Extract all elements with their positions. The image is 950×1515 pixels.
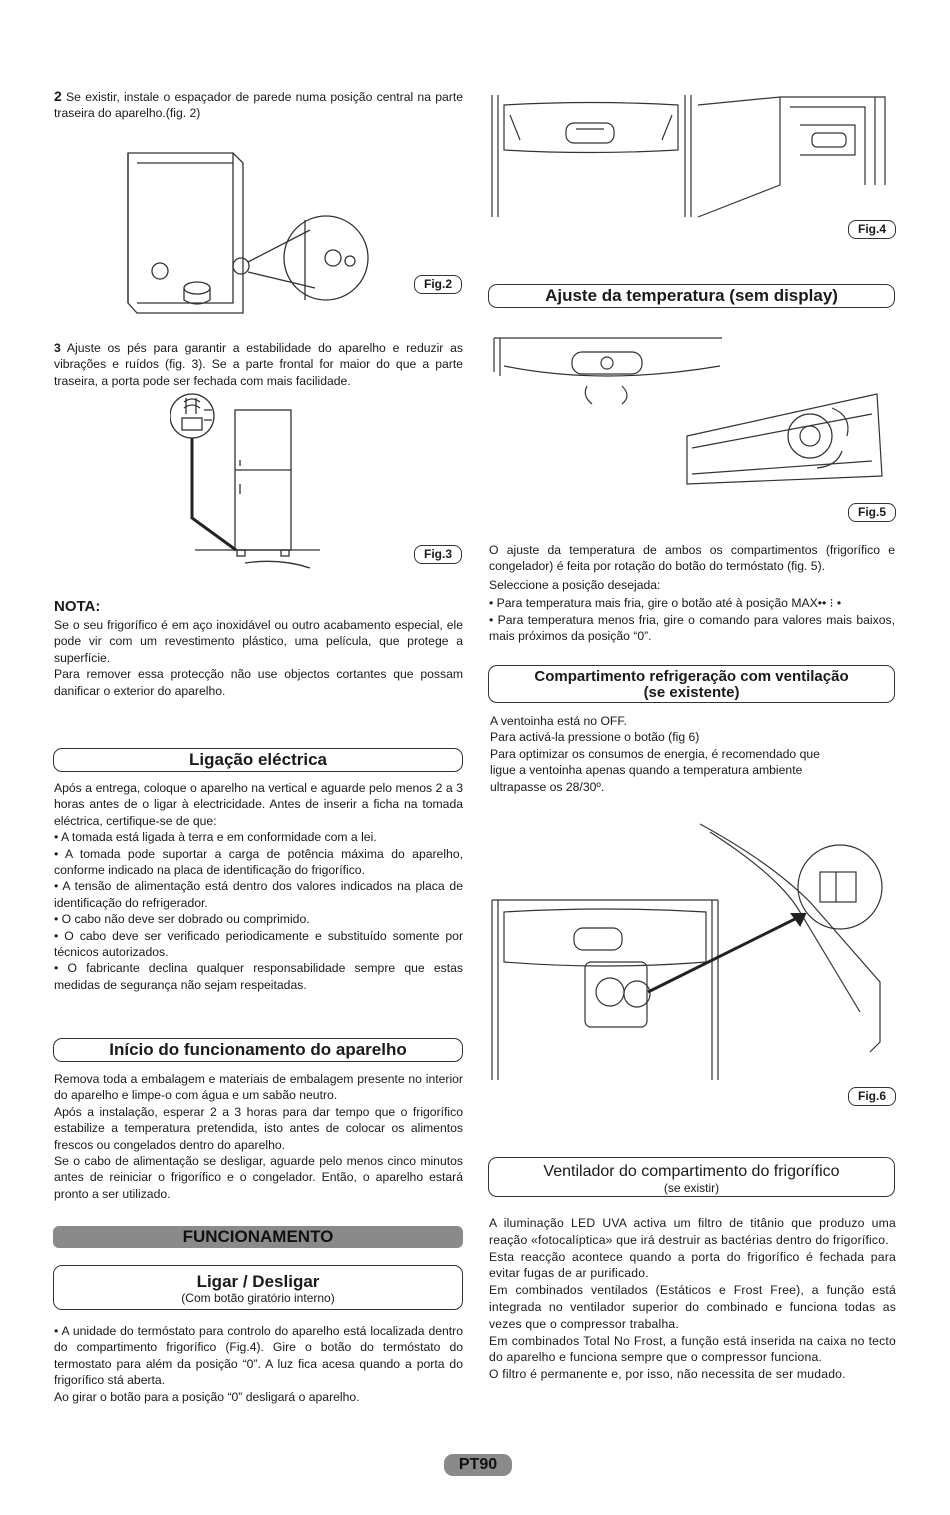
- compartimento-heading: [488, 665, 895, 703]
- ligar-subtitle: (Com botão giratório interno): [181, 1291, 335, 1305]
- page-number: PT90: [458, 1456, 498, 1473]
- ligacao-bullet: • A tomada está ligada à terra e em conformidade com a lei.: [54, 830, 377, 845]
- ligar-body: [54, 1323, 463, 1405]
- ligar-heading: [53, 1265, 463, 1310]
- ligacao-bullet: • O fabricante declina qualquer responsabilidade sempre que estas medidas de segurança não sejam respeitadas.: [54, 961, 463, 992]
- inicio-paragraph-1: Remova toda a embalagem e materiais de embalagem presente no interior do aparelho e limpe-o com água e um sabão neutro.: [54, 1072, 463, 1103]
- fig6-label: Fig.6: [848, 1087, 896, 1106]
- compartimento-line: ultrapasse os 28/30º.: [490, 779, 605, 794]
- fig3-drawing: [170, 388, 330, 573]
- nota-paragraph-2: Para remover essa protecção não use objectos cortantes que possam danificar o exterior do aparelho.: [54, 667, 463, 698]
- ligar-paragraph-2: Ao girar o botão para a posição “0” desligará o aparelho.: [54, 1389, 360, 1404]
- compartimento-body: [490, 713, 895, 795]
- nota-paragraph-1: Se o seu frigorífico é em aço inoxidável ou outro acabamento especial, ele pode vir com um revestimento plástico, uma película, que protege a superfície.: [54, 618, 463, 665]
- step3-paragraph: [54, 340, 463, 389]
- fig4-label: Fig.4: [848, 220, 896, 239]
- compartimento-line: ligue a ventoinha apenas quando a temperatura ambiente: [490, 763, 803, 778]
- ventilador-body: [489, 1215, 896, 1383]
- ligacao-bullet: • O cabo deve ser verificado periodicamente e substituído somente por técnicos autorizados.: [54, 928, 463, 960]
- ligacao-body: [54, 780, 463, 993]
- ventilador-heading: [488, 1157, 895, 1197]
- ligacao-intro: Após a entrega, coloque o aparelho na vertical e aguarde pelo menos 2 a 3 horas antes de o ligar à electricidade. Antes de inserir a ficha na tomada eléctrica, certifique-se de que:: [54, 781, 463, 828]
- fig6-drawing: [490, 822, 890, 1084]
- compartimento-line: A ventoinha está no OFF.: [490, 714, 627, 728]
- ajuste-heading: [488, 284, 895, 308]
- funcionamento-banner: [53, 1226, 463, 1248]
- ajuste-bullet-1: • Para temperatura mais fria, gire o botão até à posição MAX•• ⁝ •: [489, 596, 842, 611]
- ligacao-bullet: • O cabo não deve ser dobrado ou comprimido.: [54, 912, 310, 927]
- ligar-title: Ligar / Desligar: [196, 1272, 320, 1291]
- ventilador-paragraph-5: O filtro é permanente e, por isso, não necessita de ser mudado.: [489, 1367, 846, 1382]
- step2-text: Se existir, instale o espaçador de parede numa posição central na parte traseira do aparelho.(fig. 2): [54, 90, 464, 121]
- compartimento-line: Para activá-la pressione o botão (fig 6): [490, 730, 700, 745]
- fig2-drawing: [125, 148, 375, 318]
- compartimento-title-line1: Compartimento refrigeração com ventilação: [534, 668, 849, 685]
- ventilador-paragraph-1: A iluminação LED UVA activa um filtro de titânio que produzo uma reação «fotocalíptica» que irá destruir as bactérias dentro do frigorífico.: [489, 1216, 896, 1247]
- ajuste-body: [489, 542, 895, 644]
- fig4-drawing: [490, 95, 895, 220]
- nota-title: NOTA:: [54, 598, 101, 615]
- ajuste-title: Ajuste da temperatura (sem display): [545, 286, 838, 305]
- ligacao-bullet: • A tomada pode suportar a carga de potência máxima do aparelho, conforme indicado na placa de identificação do frigorífico.: [54, 846, 463, 878]
- funcionamento-title: FUNCIONAMENTO: [182, 1227, 334, 1246]
- ajuste-bullet-2: • Para temperatura menos fria, gire o comando para valores mais baixos, mais próximos da posição “0”.: [489, 612, 895, 644]
- inicio-paragraph-2: Após a instalação, esperar 2 a 3 horas para dar tempo que o frigorífico estabilize a temperatura pretendida, isto antes de colocar os alimentos frescos ou congelados dentro do aparelho.: [54, 1104, 463, 1152]
- fig3-label: Fig.3: [414, 545, 462, 564]
- page-number-badge: [444, 1454, 512, 1476]
- fig5-drawing: [492, 336, 894, 500]
- inicio-paragraph-3: Se o cabo de alimentação se desligar, aguarde pelo menos cinco minutos antes de reiniciar o frigorífico e o congelador. Então, o aparelho estará pronto a ser utilizado.: [54, 1154, 463, 1201]
- inicio-heading: [53, 1038, 463, 1062]
- fig5-label: Fig.5: [848, 503, 896, 522]
- step2-paragraph: [54, 88, 463, 122]
- ventilador-paragraph-4: Em combinados Total No Frost, a função está inserida na caixa no tecto do aparelho e funciona sempre que o compressor funciona.: [489, 1333, 896, 1365]
- ligacao-title: Ligação eléctrica: [189, 750, 327, 769]
- step3-text: Ajuste os pés para garantir a estabilidade do aparelho e reduzir as vibrações e ruídos (fig. 3). Se a parte frontal for maior do que a parte traseira, a porta pode ser fechada com mais facilidade.: [54, 341, 463, 388]
- fig2-label: Fig.2: [414, 275, 462, 294]
- ligacao-bullet: • A tensão de alimentação está dentro dos valores indicados na placa de identificação do refrigerador.: [54, 879, 463, 910]
- nota-body: [54, 617, 463, 699]
- ligacao-heading: [53, 748, 463, 772]
- ventilador-subtitle: (se existir): [663, 1181, 720, 1195]
- inicio-title: Início do funcionamento do aparelho: [109, 1040, 407, 1059]
- ligar-paragraph-1: • A unidade do termóstato para controlo do aparelho está localizada dentro do compartimento frigorífico (Fig.4). Gire o botão do termóstato do termostato para além da posição “0”. A luz fica acesa quando a porta do frigorífico stá aberta.: [54, 1324, 463, 1388]
- step3-number: 3: [54, 341, 61, 355]
- ventilador-title: Ventilador do compartimento do frigorífico: [543, 1163, 840, 1180]
- ajuste-paragraph-2: Seleccione a posição desejada:: [489, 577, 661, 592]
- inicio-body: [54, 1071, 463, 1202]
- step2-number: 2: [54, 88, 62, 104]
- ajuste-paragraph-1: O ajuste da temperatura de ambos os compartimentos (frigorífico e congelador) é feita por rotação do botão do termóstato (fig. 5).: [489, 543, 895, 574]
- ventilador-paragraph-2: Esta reacção acontece quando a porta do frigorífico é fechada para evitar fugas de ar purificado.: [489, 1249, 896, 1281]
- compartimento-line: Para optimizar os consumos de energia, é recomendado que: [490, 746, 820, 761]
- compartimento-title-line2: (se existente): [643, 684, 740, 701]
- ventilador-paragraph-3: Em combinados ventilados (Estáticos e Frost Free), a função está integrada no ventilador superior do combinado e funciona todas as vezes que o compressor trabalha.: [489, 1283, 896, 1331]
